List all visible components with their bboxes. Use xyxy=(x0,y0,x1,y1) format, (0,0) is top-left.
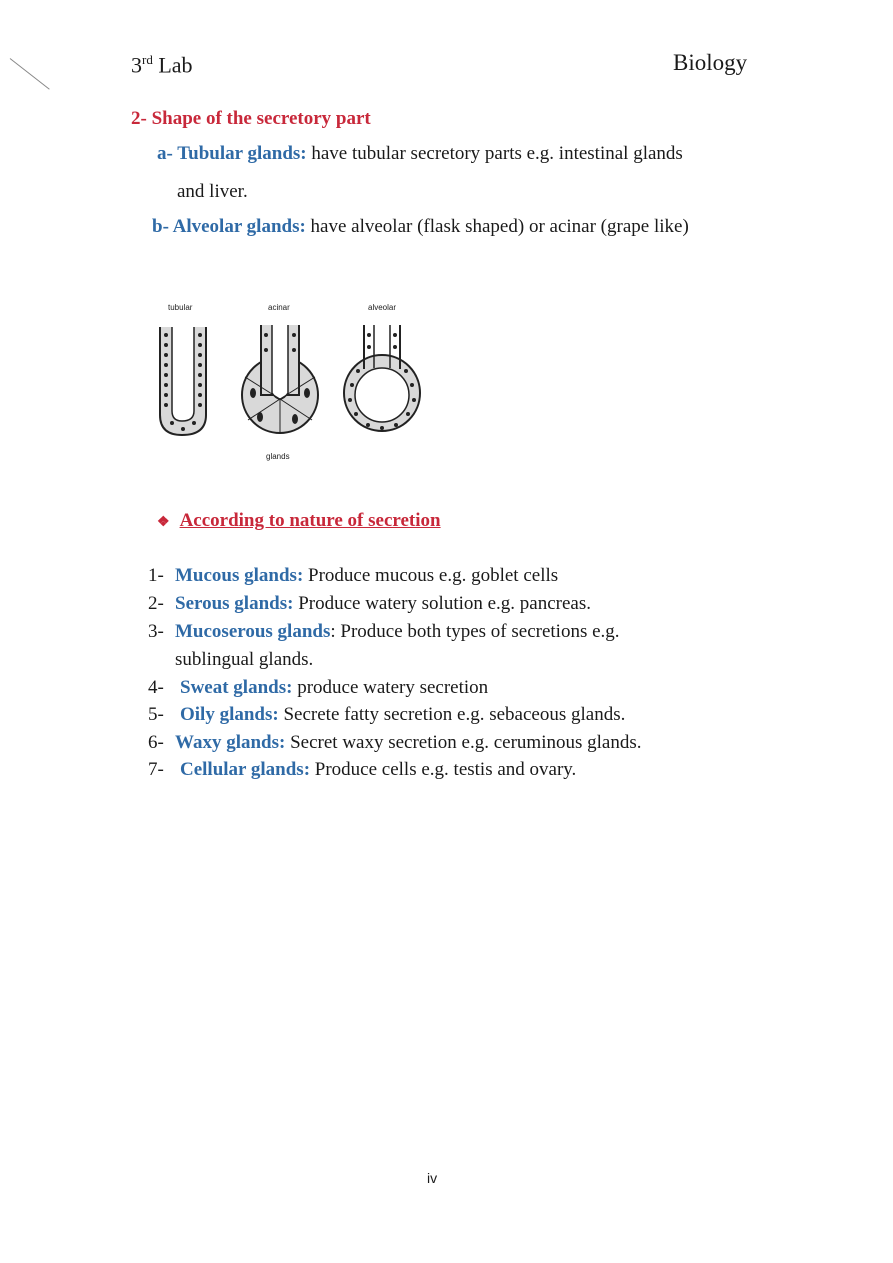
list-item: 4- Sweat glands: produce watery secretion xyxy=(148,677,489,698)
label-alveolar: alveolar xyxy=(368,303,397,312)
list-item: 2- Serous glands: Produce watery solution e.g. pancreas. xyxy=(148,593,592,614)
diamond-bullet-icon: ❖ xyxy=(157,515,170,530)
alveolar-gland-drawing xyxy=(344,325,420,431)
section-title-shape: 2- Shape of the secretory part xyxy=(131,108,371,129)
list-item-cont: sublingual glands. xyxy=(175,649,314,670)
label-glands: glands xyxy=(266,452,290,461)
list-item: 1- Mucous glands: Produce mucous e.g. goblet cells xyxy=(148,565,559,586)
tubular-item: a- Tubular glands: have tubular secretory parts e.g. intestinal glands xyxy=(157,143,683,164)
gland-shapes-figure xyxy=(150,295,450,470)
acinar-gland-drawing xyxy=(242,325,318,433)
list-item: 7- Cellular glands: Produce cells e.g. testis and ovary. xyxy=(148,759,577,780)
section-title-nature: ❖ According to nature of secretion xyxy=(157,510,441,531)
scan-mark xyxy=(10,58,50,90)
list-item: 5- Oily glands: Secrete fatty secretion e.g. sebaceous glands. xyxy=(148,704,626,725)
subject-header: Biology xyxy=(673,50,748,75)
tubular-gland-drawing xyxy=(160,327,206,435)
list-item: 6- Waxy glands: Secret waxy secretion e.g. ceruminous glands. xyxy=(148,732,642,753)
label-tubular: tubular xyxy=(168,303,193,312)
list-item: 3- Mucoserous glands: Produce both types of secretions e.g. xyxy=(148,621,620,642)
tubular-item-cont: and liver. xyxy=(177,181,248,202)
label-acinar: acinar xyxy=(268,303,290,312)
page-number: iv xyxy=(427,1170,438,1186)
alveolar-item: b- Alveolar glands: have alveolar (flask shaped) or acinar (grape like) xyxy=(152,216,689,237)
lab-header: 3rd Lab xyxy=(131,52,193,78)
